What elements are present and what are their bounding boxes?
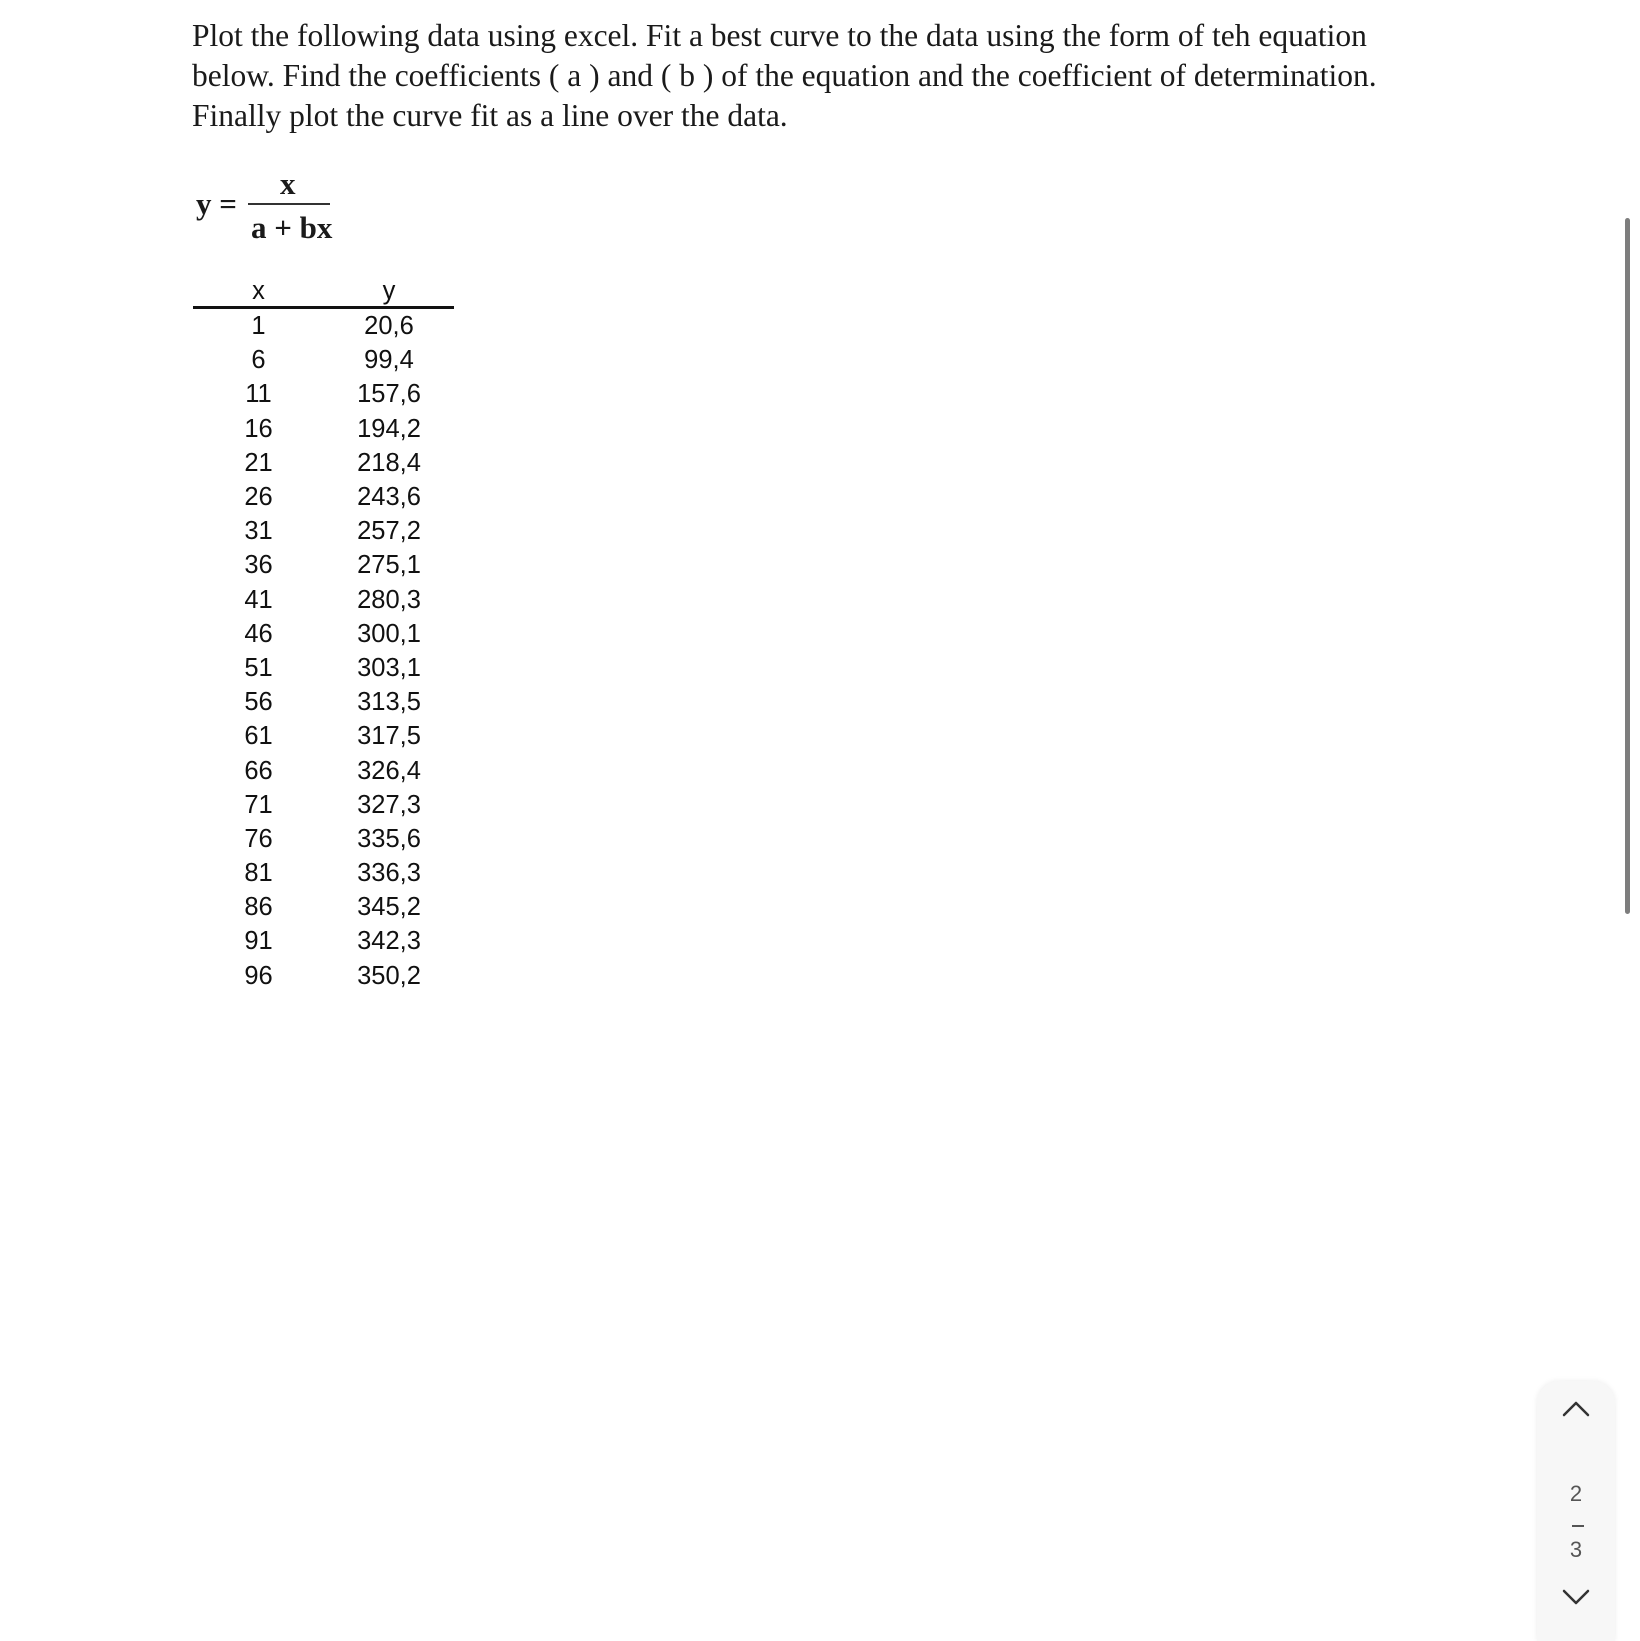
equation-denominator: a + bx xyxy=(251,210,333,245)
table-row xyxy=(193,480,454,514)
cell-x: 1 xyxy=(251,312,266,341)
cell-y: 317,5 xyxy=(357,722,421,751)
column-header-x: x xyxy=(193,272,324,308)
cell-x: 36 xyxy=(244,551,273,580)
table-row xyxy=(193,959,454,993)
cell-x: 46 xyxy=(244,619,273,648)
chevron-up-icon xyxy=(1560,1393,1592,1425)
data-table xyxy=(193,272,454,993)
cell-y: 218,4 xyxy=(357,448,421,477)
problem-line-1: Plot the following data using excel. Fit a best curve to the data using the form of teh equation xyxy=(192,18,1367,53)
problem-line-3: Finally plot the curve fit as a line over the data. xyxy=(192,98,788,133)
table-row xyxy=(193,412,454,446)
cell-y: 345,2 xyxy=(357,893,421,922)
cell-x: 96 xyxy=(244,961,273,990)
table-row xyxy=(193,548,454,582)
cell-x: 66 xyxy=(244,756,273,785)
table-header-row xyxy=(193,272,454,308)
table-row xyxy=(193,685,454,719)
cell-y: 303,1 xyxy=(357,653,421,682)
problem-line-2: below. Find the coefficients ( a ) and ( b ) of the equation and the coefficient of determination. xyxy=(192,58,1377,93)
cell-y: 243,6 xyxy=(357,483,421,512)
cell-x: 26 xyxy=(244,483,273,512)
table-row xyxy=(193,617,454,651)
problem-statement xyxy=(192,16,1432,136)
previous-page-button[interactable] xyxy=(1537,1393,1615,1443)
table-row xyxy=(193,788,454,822)
cell-y: 275,1 xyxy=(357,551,421,580)
cell-y: 257,2 xyxy=(357,517,421,546)
cell-y: 335,6 xyxy=(357,824,421,853)
table-row xyxy=(193,343,454,377)
table-row xyxy=(193,890,454,924)
table-row xyxy=(193,514,454,548)
table-row xyxy=(193,822,454,856)
cell-x: 16 xyxy=(244,414,273,443)
cell-y: 300,1 xyxy=(357,619,421,648)
cell-x: 81 xyxy=(244,859,273,888)
column-header-y: y xyxy=(324,272,454,308)
cell-x: 21 xyxy=(244,448,273,477)
table-row xyxy=(193,377,454,411)
table-row xyxy=(193,583,454,617)
cell-y: 99,4 xyxy=(364,346,414,375)
cell-x: 56 xyxy=(244,688,273,717)
table-row xyxy=(193,856,454,890)
table-row xyxy=(193,308,454,344)
equation-numerator: x xyxy=(280,166,296,201)
table-row xyxy=(193,753,454,787)
table-row xyxy=(193,924,454,958)
cell-y: 280,3 xyxy=(357,585,421,614)
cell-x: 91 xyxy=(244,927,273,956)
equation xyxy=(196,166,356,246)
cell-y: 313,5 xyxy=(357,688,421,717)
cell-x: 86 xyxy=(244,893,273,922)
cell-x: 51 xyxy=(244,653,273,682)
cell-y: 336,3 xyxy=(357,859,421,888)
fraction-bar xyxy=(248,203,330,205)
cell-y: 342,3 xyxy=(357,927,421,956)
current-page-number: 2 xyxy=(1569,1481,1583,1506)
table-row xyxy=(193,651,454,685)
cell-x: 11 xyxy=(245,380,272,409)
cell-y: 194,2 xyxy=(357,414,421,443)
cell-y: 157,6 xyxy=(357,380,421,409)
total-page-count: 3 xyxy=(1569,1537,1583,1562)
cell-y: 326,4 xyxy=(357,756,421,785)
equation-lhs: y = xyxy=(196,186,237,221)
table-body xyxy=(193,308,454,993)
cell-x: 41 xyxy=(244,585,273,614)
cell-y: 20,6 xyxy=(364,312,414,341)
chevron-down-icon xyxy=(1560,1581,1592,1613)
cell-y: 350,2 xyxy=(357,961,421,990)
cell-x: 6 xyxy=(251,346,266,375)
table-row xyxy=(193,446,454,480)
cell-x: 31 xyxy=(244,517,273,546)
page-divider xyxy=(1572,1525,1584,1527)
cell-y: 327,3 xyxy=(357,790,421,819)
cell-x: 76 xyxy=(244,824,273,853)
cell-x: 61 xyxy=(244,722,273,751)
scrollbar-thumb[interactable] xyxy=(1625,218,1630,914)
next-page-button[interactable] xyxy=(1537,1581,1615,1631)
page-navigator xyxy=(1537,1381,1615,1641)
cell-x: 71 xyxy=(244,790,273,819)
table-row xyxy=(193,719,454,753)
